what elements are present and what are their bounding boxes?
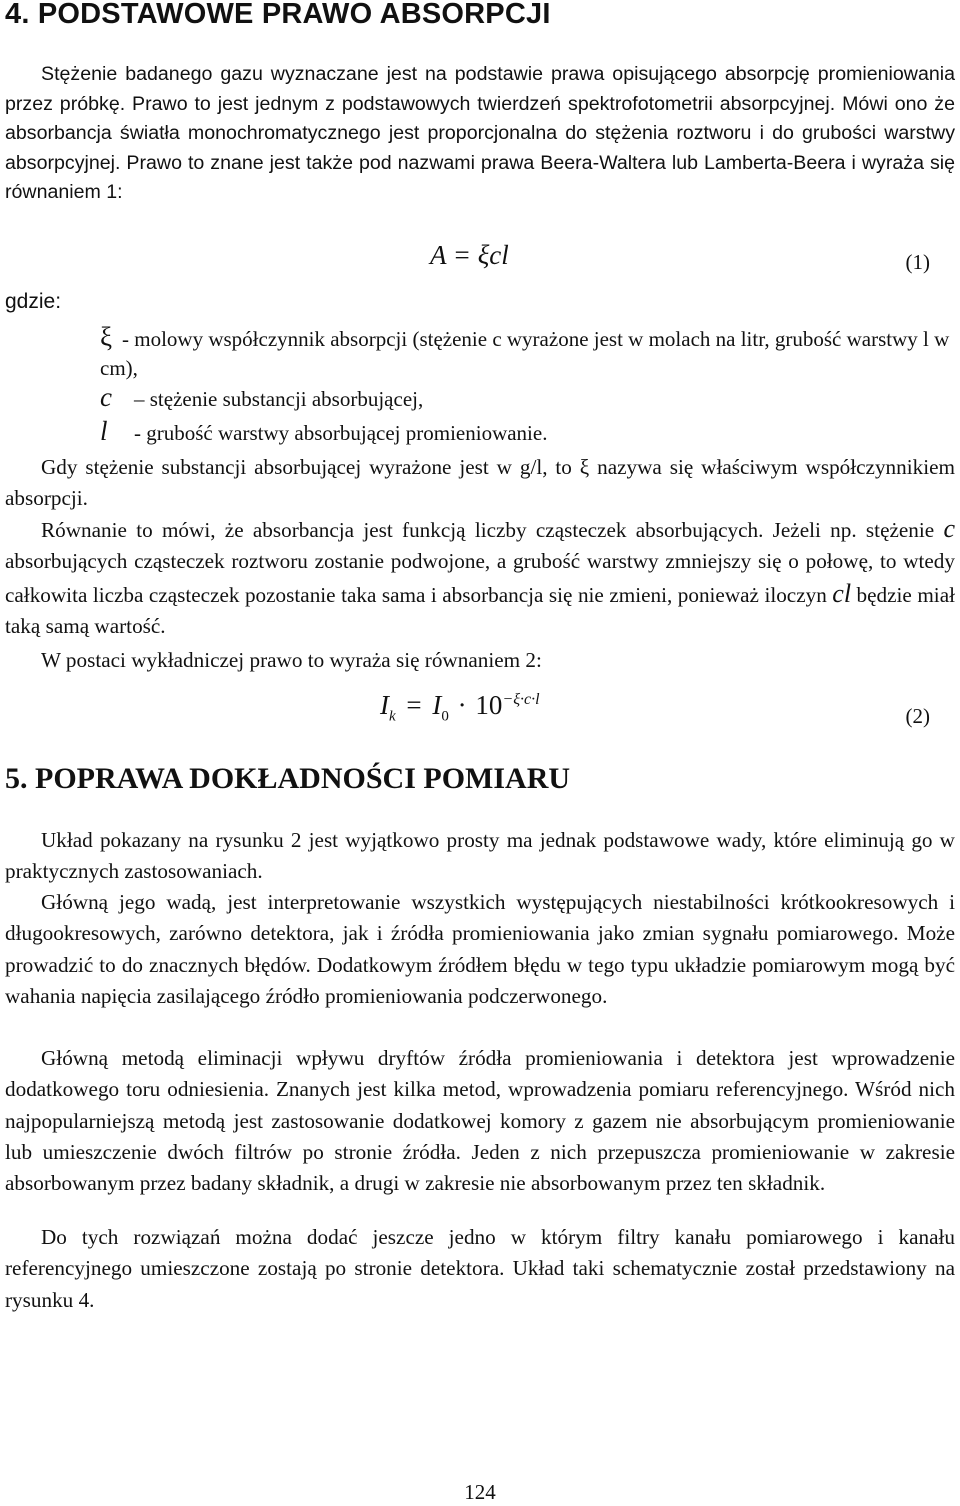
equation-1: A = ξcl xyxy=(430,240,509,270)
page-number: 124 xyxy=(464,1480,496,1504)
section-4-paragraph-1: Stężenie badanego gazu wyznaczane jest na podstawie prawa opisującego absorpcję promieniowania przez próbkę. Prawo to jest jednym z podstawowych twierdzeń spektrofotometrii absorpcyjnej. Mówi ono że absorbancja światła monochromatycznego jest proporcjonalna do stężenia roztworu i do grubości warstwy absorpcyjnej. Prawo to znane jest także pod nazwami prawa Beera-Waltera lub Lamberta-Beera i wyraża się równaniem 1: xyxy=(5,63,955,203)
eq2-rhs-sub: 0 xyxy=(441,708,449,725)
definition-c-text: – stężenie substancji absorbującej, xyxy=(134,387,424,411)
inline-symbol-c: c xyxy=(943,514,955,543)
section-5-heading: 5. POPRAWA DOKŁADNOŚCI POMIARU xyxy=(5,762,571,795)
section-5-paragraph-4: Do tych rozwiązań można dodać jeszcze jedno w którym filtry kanału pomiarowego i kanału referencyjnego umieszczone zostają po stronie detektora. Układ taki schematycznie został przedstawiony na rysunku 4. xyxy=(5,1225,955,1312)
eq2-base: 10 xyxy=(475,690,503,720)
definition-l-text: - grubość warstwy absorbującej promieniowanie. xyxy=(134,421,548,445)
section-4-heading: 4. PODSTAWOWE PRAWO ABSORPCJI xyxy=(5,0,551,30)
section-5-paragraph-3: Główną metodą eliminacji wpływu dryftów źródła promieniowania i detektora jest wprowadzenie dodatkowego toru odniesienia. Znanych jest kilka metod, wprowadzenia pomiaru referencyjnego. Wśród nich najpopularniejszą metodą jest zastosowanie dodatkowej komory z gazem nie absorbującym promieniowanie lub umieszczenie dwóch filtrów po stronie źródła. Jeden z nich przepuszcza promieniowanie w zakresie absorbowanym przez badany składnik, a drugi w zakresie nie absorbowanym przez ten składnik. xyxy=(5,1046,955,1196)
equation-1-number: (1) xyxy=(905,250,930,274)
definition-c xyxy=(100,383,423,414)
section-5-paragraph-2: Główną jego wadą, jest interpretowanie wszystkich występujących niestabilności krótkookresowych i długookresowych, zarówno detektora, jak i źródła promieniowania jako zmian sygnału pomiarowego. Może prowadzić to do znacznych błędów. Dodatkowym źródłem błędu w tego typu układzie pomiarowym mogą być wahania napięcia zasilającego źródło promieniowania podczerwonego. xyxy=(5,890,955,1008)
section-4-paragraph-3 xyxy=(5,513,955,642)
section-4-paragraph-4: W postaci wykładniczej prawo to wyraża się równaniem 2: xyxy=(41,648,542,672)
definition-l xyxy=(100,417,547,448)
c-symbol: c xyxy=(100,382,112,412)
paragraph-3-text-b: absorbujących cząsteczek roztworu zostanie podwojone, a grubość warstwy zmniejszy się o połowę, to wtedy całkowita liczba cząsteczek pozostanie taka sama i absorbancja się nie zmieni, ponieważ iloczyn xyxy=(5,549,955,607)
inline-symbol-cl: cl xyxy=(832,578,852,608)
section-5-paragraph-1: Układ pokazany na rysunku 2 jest wyjątkowo prosty ma jednak podstawowe wady, które eliminują go w praktycznych zastosowaniach. xyxy=(5,828,955,884)
paragraph-3-text-end: będzie miał taką samą wartość. xyxy=(5,582,955,638)
l-symbol: l xyxy=(100,416,108,446)
eq2-lhs-sub: k xyxy=(389,708,396,725)
eq2-lhs: I xyxy=(380,690,389,720)
xi-symbol: ξ xyxy=(100,322,113,352)
eq2-rhs: I xyxy=(432,690,442,720)
eq2-equals: = xyxy=(406,690,422,720)
eq2-exponent: −ξ·c·l xyxy=(502,691,540,708)
equation-2-number: (2) xyxy=(905,704,930,728)
section-4-paragraph-2: Gdy stężenie substancji absorbującej wyrażone jest w g/l, to ξ nazywa się właściwym współczynnikiem absorpcji. xyxy=(5,455,955,511)
definition-xi xyxy=(100,323,950,383)
equation-2 xyxy=(380,690,540,725)
definition-xi-text: - molowy współczynnik absorpcji (stężenie c wyrażone jest w molach na litr, grubość warstwy l w cm), xyxy=(100,327,950,380)
paragraph-3-text-a: Równanie to mówi, że absorbancja jest funkcją liczby cząsteczek absorbujących. Jeżeli np. stężenie xyxy=(41,518,944,542)
eq2-dot: · xyxy=(457,690,467,720)
where-label: gdzie: xyxy=(5,290,62,313)
